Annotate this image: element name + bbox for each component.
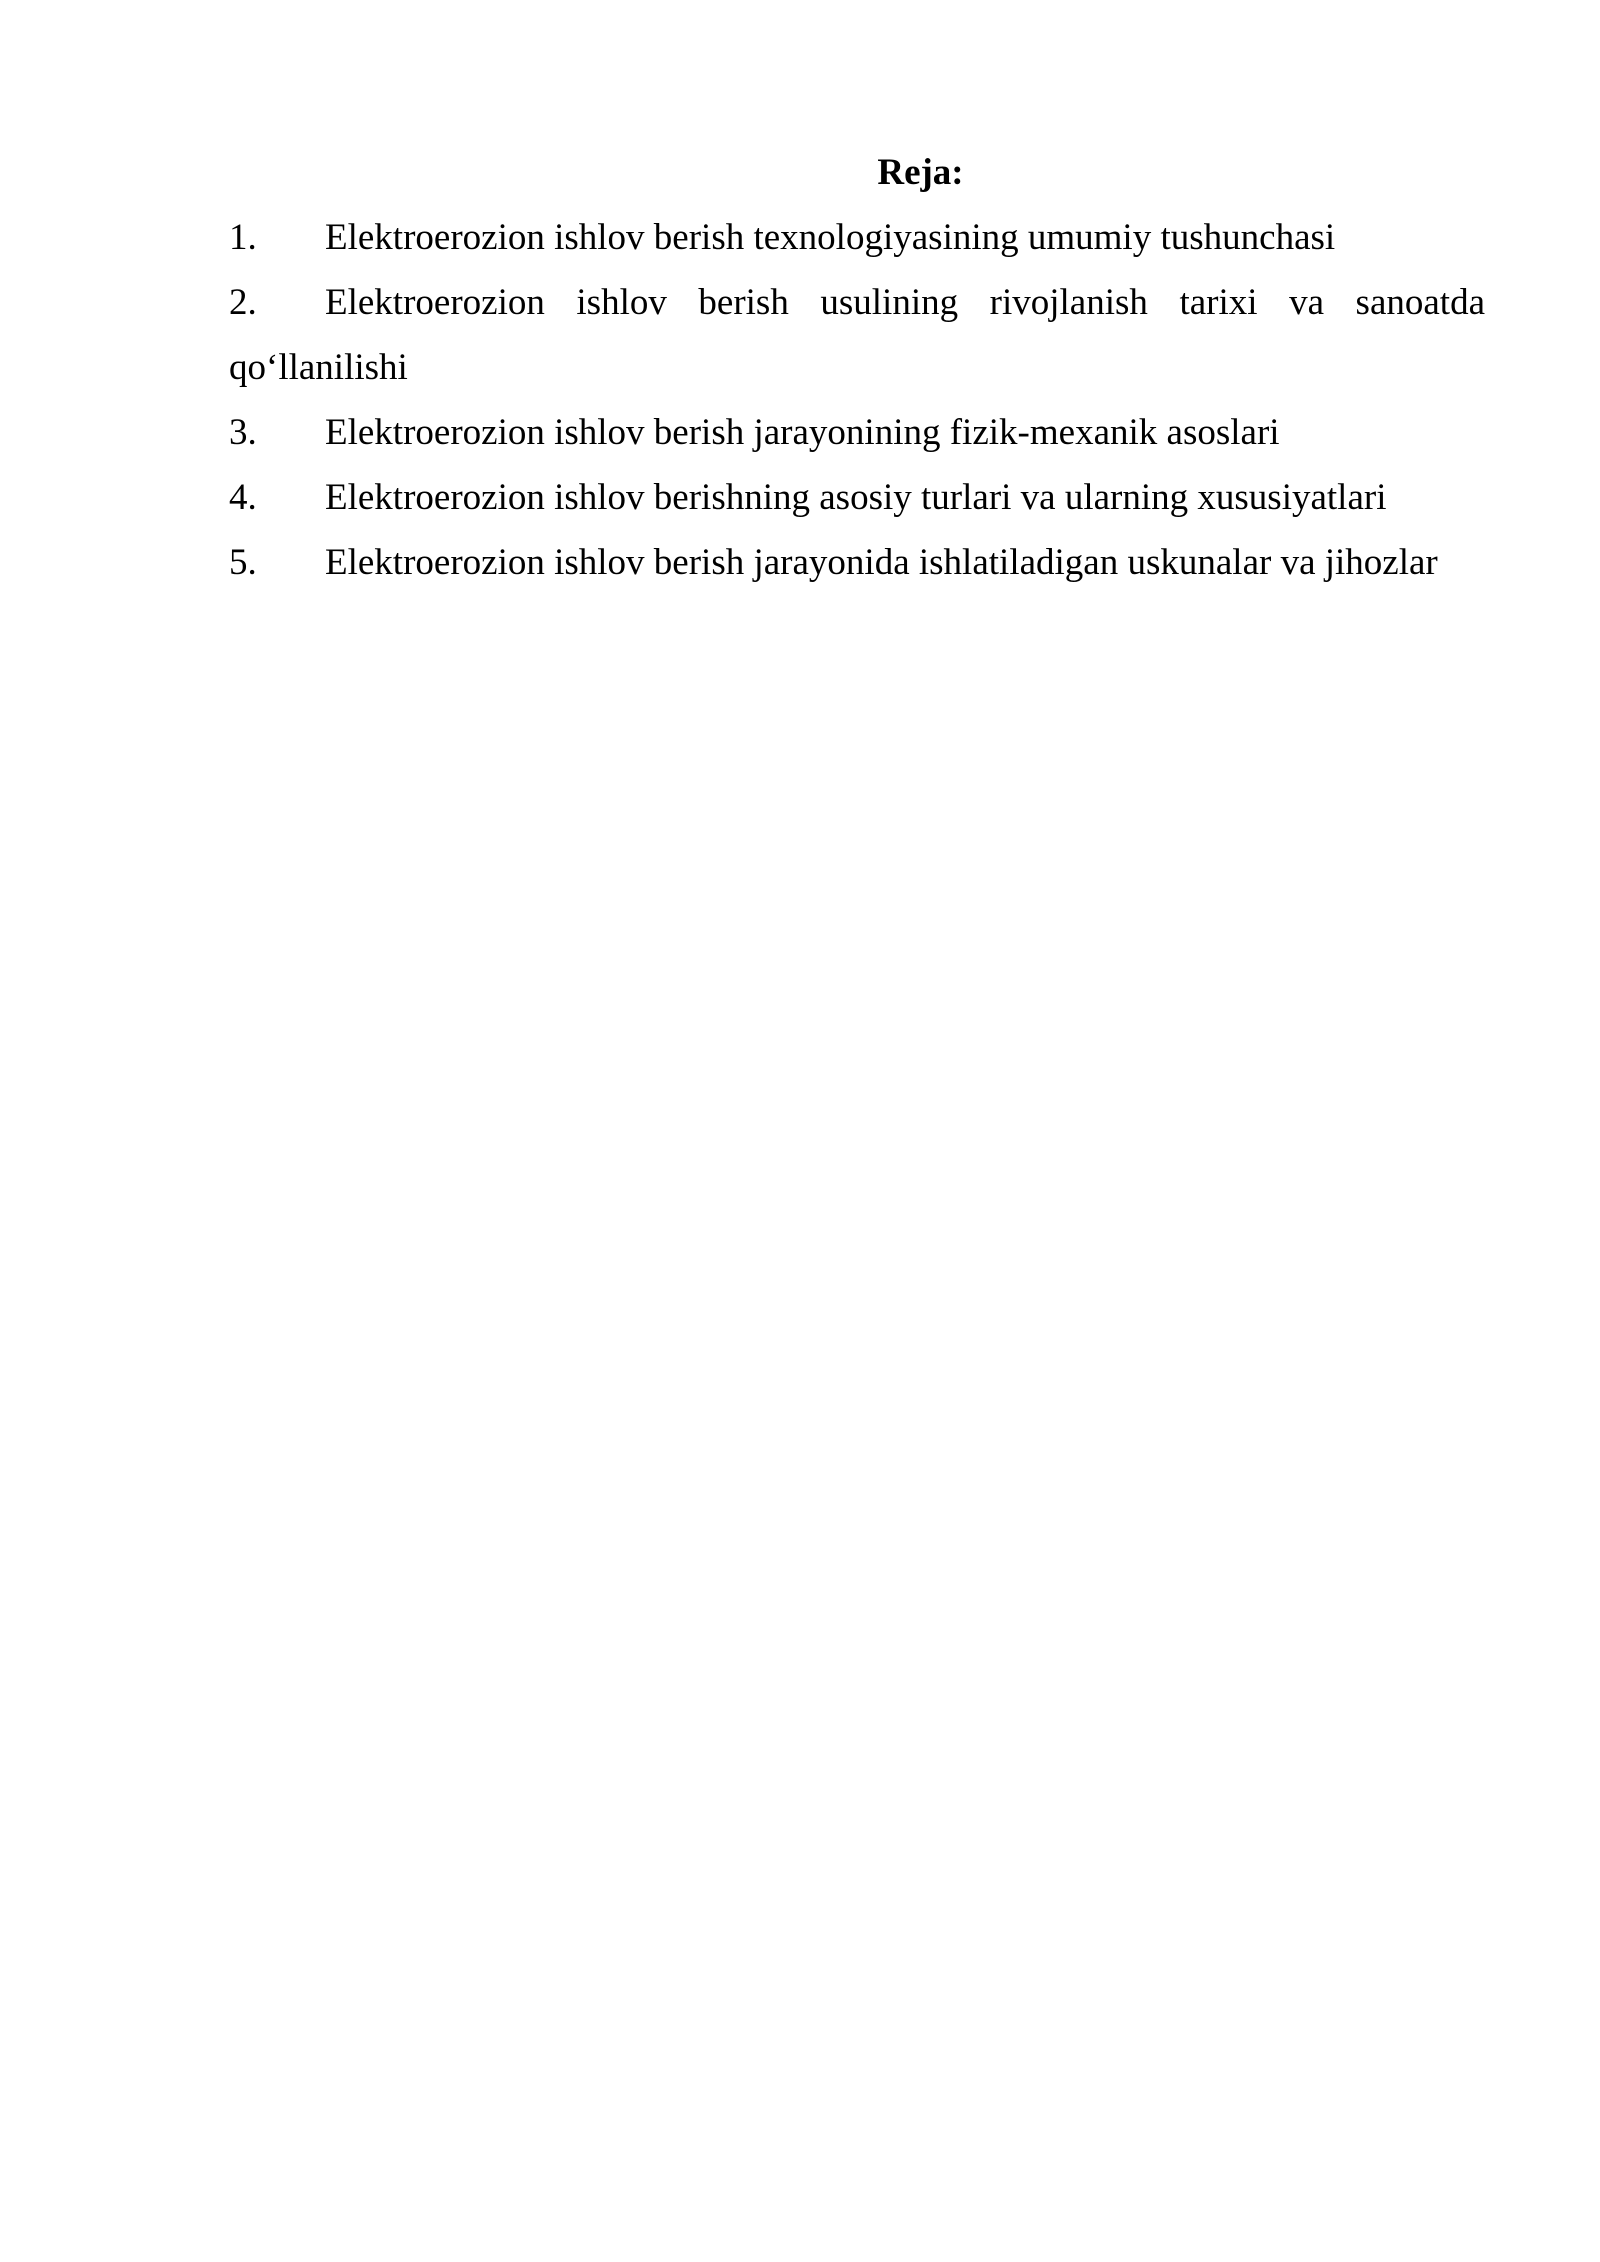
list-item-text: Elektroerozion ishlov berish texnologiyasining umumiy tushunchasi <box>325 217 1336 258</box>
page-content <box>229 140 1485 595</box>
plan-list <box>229 205 1485 595</box>
list-item-text: Elektroerozion ishlov berish usulining rivojlanish tarixi va sanoatda qo‘llanilishi <box>229 282 1485 388</box>
list-item-text: Elektroerozion ishlov berishning asosiy turlari va ularning xususiyatlari <box>325 477 1387 518</box>
list-item <box>229 530 1485 595</box>
list-item <box>229 205 1485 270</box>
list-item-text: Elektroerozion ishlov berish jarayonining fizik-mexanik asoslari <box>325 412 1280 453</box>
list-item <box>229 270 1485 400</box>
list-item <box>229 465 1485 530</box>
list-item-number: 4. <box>229 477 257 518</box>
list-item <box>229 400 1485 465</box>
list-item-number: 1. <box>229 217 257 258</box>
list-item-number: 2. <box>229 282 257 323</box>
list-item-number: 5. <box>229 542 257 583</box>
page-title: Reja: <box>877 152 964 193</box>
list-item-text: Elektroerozion ishlov berish jarayonida ishlatiladigan uskunalar va jihozlar <box>325 542 1438 583</box>
list-item-number: 3. <box>229 412 257 453</box>
